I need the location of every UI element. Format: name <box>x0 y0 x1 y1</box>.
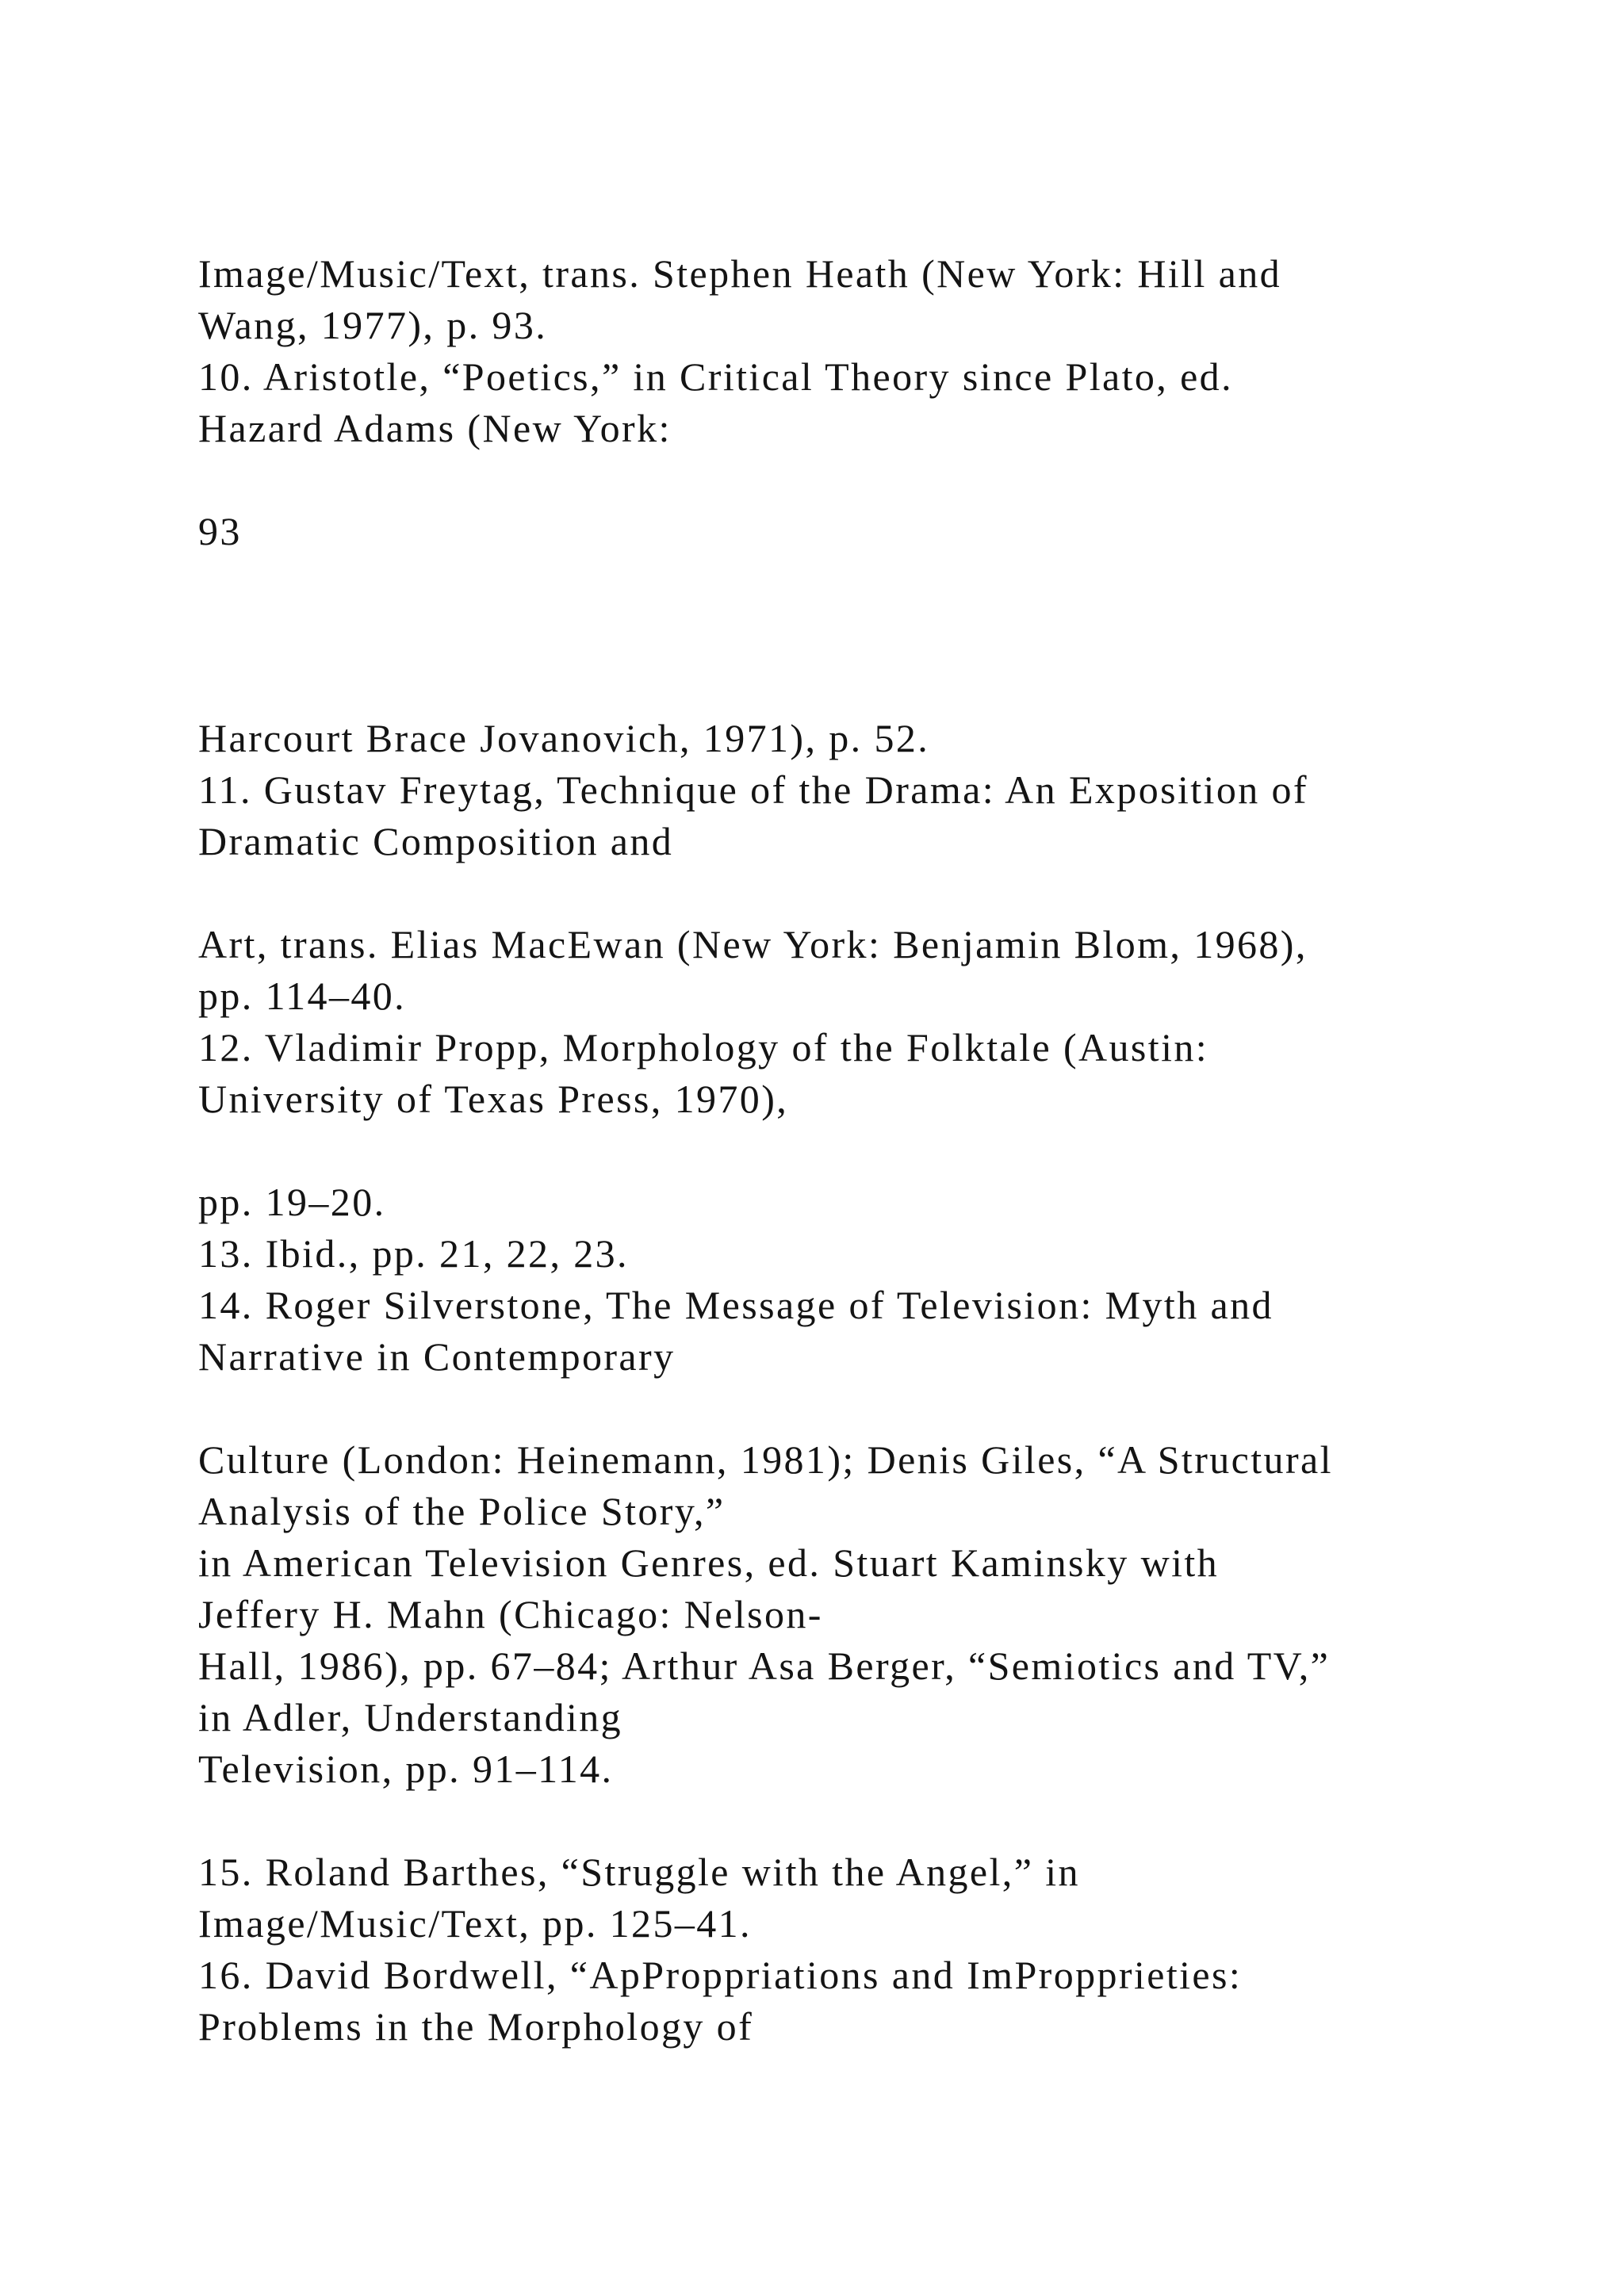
text-line: 10. Aristotle, “Poetics,” in Critical Theory since Plato, ed. <box>198 354 1233 399</box>
text-line: pp. 114–40. <box>198 974 407 1018</box>
text-line: Culture (London: Heinemann, 1981); Denis Giles, “A Structural <box>198 1437 1333 1482</box>
text-line: Image/Music/Text, pp. 125–41. <box>198 1901 752 1946</box>
text-line: Narrative in Contemporary <box>198 1334 676 1379</box>
text-line: Hall, 1986), pp. 67–84; Arthur Asa Berger, “Semiotics and TV,” <box>198 1644 1331 1688</box>
text-line: Dramatic Composition and <box>198 819 674 863</box>
text-line: Problems in the Morphology of <box>198 2004 754 2049</box>
text-line: Hazard Adams (New York: <box>198 406 672 450</box>
text-line: 12. Vladimir Propp, Morphology of the Folktale (Austin: <box>198 1025 1209 1070</box>
text-line: Image/Music/Text, trans. Stephen Heath (New York: Hill and <box>198 251 1282 296</box>
text-line: pp. 19–20. <box>198 1180 386 1224</box>
text-line: 14. Roger Silverstone, The Message of Television: Myth and <box>198 1283 1274 1327</box>
text-line: in Adler, Understanding <box>198 1695 623 1739</box>
text-line: 16. David Bordwell, “ApProppriations and ImPropprieties: <box>198 1953 1243 1997</box>
text-line: in American Television Genres, ed. Stuart Kaminsky with <box>198 1540 1220 1585</box>
text-line: Wang, 1977), p. 93. <box>198 303 548 347</box>
text-line: Analysis of the Police Story,” <box>198 1489 726 1533</box>
text-line: Jeffery H. Mahn (Chicago: Nelson- <box>198 1592 823 1636</box>
text-line: 15. Roland Barthes, “Struggle with the Angel,” in <box>198 1850 1080 1894</box>
text-line: Harcourt Brace Jovanovich, 1971), p. 52. <box>198 716 930 760</box>
text-line: Art, trans. Elias MacEwan (New York: Benjamin Blom, 1968), <box>198 922 1308 966</box>
page-number: 93 <box>198 509 242 553</box>
text-line: 13. Ibid., pp. 21, 22, 23. <box>198 1231 629 1276</box>
text-line: Television, pp. 91–114. <box>198 1747 614 1791</box>
text-line: 11. Gustav Freytag, Technique of the Drama: An Exposition of <box>198 767 1308 812</box>
text-line: University of Texas Press, 1970), <box>198 1077 789 1121</box>
